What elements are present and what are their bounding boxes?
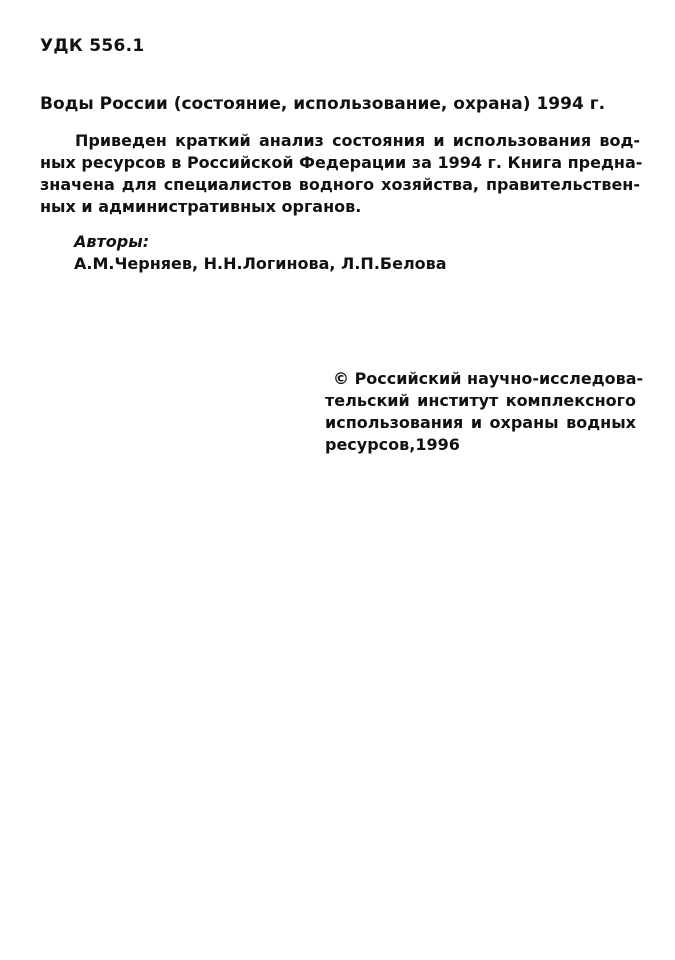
- copyright-line: © Российский научно-исследова-: [333, 369, 644, 388]
- abstract-line: ных и административных органов.: [40, 197, 362, 216]
- abstract-line: Приведен краткий анализ состояния и использования вод-: [75, 131, 640, 150]
- book-title: Воды России (состояние, использование, охрана) 1994 г.: [40, 94, 606, 114]
- abstract-paragraph: [40, 130, 643, 218]
- copyright-line: использования и охраны водных: [325, 413, 636, 432]
- abstract-line: значена для специалистов водного хозяйства, правительствен-: [40, 175, 640, 194]
- copyright-block: [325, 368, 644, 456]
- authors-names: А.М.Черняев, Н.Н.Логинова, Л.П.Белова: [74, 254, 447, 273]
- copyright-line: ресурсов,1996: [325, 435, 460, 454]
- udk-code: УДК 556.1: [40, 36, 145, 56]
- authors-label: Авторы:: [74, 232, 150, 251]
- copyright-line: тельский институт комплексного: [325, 391, 636, 410]
- abstract-line: ных ресурсов в Российской Федерации за 1994 г. Книга предна-: [40, 153, 643, 172]
